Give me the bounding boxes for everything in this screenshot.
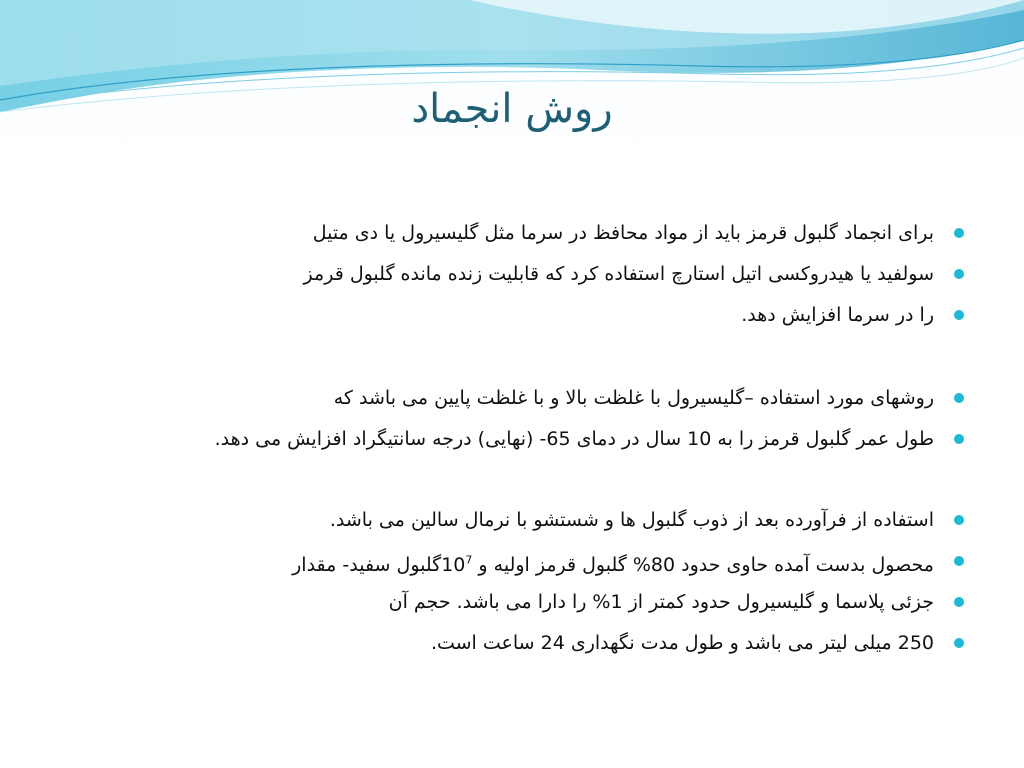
bullet-icon: [954, 597, 964, 607]
list-item-text: استفاده از فرآورده بعد از ذوب گلبول ها و شستشو با نرمال سالین می باشد.: [329, 509, 934, 531]
list-item: [62, 507, 942, 548]
list-item: [62, 302, 942, 343]
bullet-icon: [954, 515, 964, 525]
list-item: [62, 589, 942, 630]
list-item: [62, 548, 942, 589]
list-item-text: طول عمر گلبول قرمز را به 10 سال در دمای 65- (نهایی) درجه سانتیگراد افزایش می دهد.: [214, 428, 934, 450]
superscript-exponent: 7: [465, 554, 473, 567]
list-item-text-part: گلبول سفید- مقدار: [292, 554, 442, 577]
list-item-text: روشهای مورد استفاده –گلیسیرول با غلظت بالا و با غلظت پایین می باشد که: [333, 387, 934, 409]
bullet-icon: [954, 393, 964, 403]
list-item-text: را در سرما افزایش دهد.: [741, 304, 934, 326]
slide-title-text: روش انجماد: [411, 86, 613, 132]
list-item-text: [292, 554, 934, 576]
bullet-icon: [954, 638, 964, 648]
list-item: [62, 426, 942, 467]
bullet-list: [62, 220, 942, 671]
list-item: [62, 385, 942, 426]
bullet-icon: [954, 310, 964, 320]
slide-title: [0, 86, 1024, 132]
list-item-text: جزئی پلاسما و گلیسیرول حدود کمتر از 1% را دارا می باشد. حجم آن: [388, 591, 934, 613]
list-item-text: برای انجماد گلبول قرمز باید از مواد محافظ در سرما مثل گلیسیرول یا دی متیل: [312, 222, 934, 244]
list-item-text: 250 میلی لیتر می باشد و طول مدت نگهداری 24 ساعت است.: [430, 632, 934, 654]
list-item: [62, 220, 942, 261]
list-item: [62, 261, 942, 302]
bullet-icon: [954, 434, 964, 444]
list-item-text-part: محصول بدست آمده حاوی حدود 80% گلبول قرمز اولیه و 10: [441, 554, 934, 577]
paragraph-spacer: [62, 467, 942, 507]
bullet-icon: [954, 269, 964, 279]
bullet-icon: [954, 228, 964, 238]
list-item-text: سولفید یا هیدروکسی اتیل استارچ استفاده کرد که قابلیت زنده مانده گلبول قرمز: [303, 263, 934, 285]
list-item: [62, 630, 942, 671]
bullet-icon: [954, 556, 964, 566]
paragraph-spacer: [62, 343, 942, 385]
